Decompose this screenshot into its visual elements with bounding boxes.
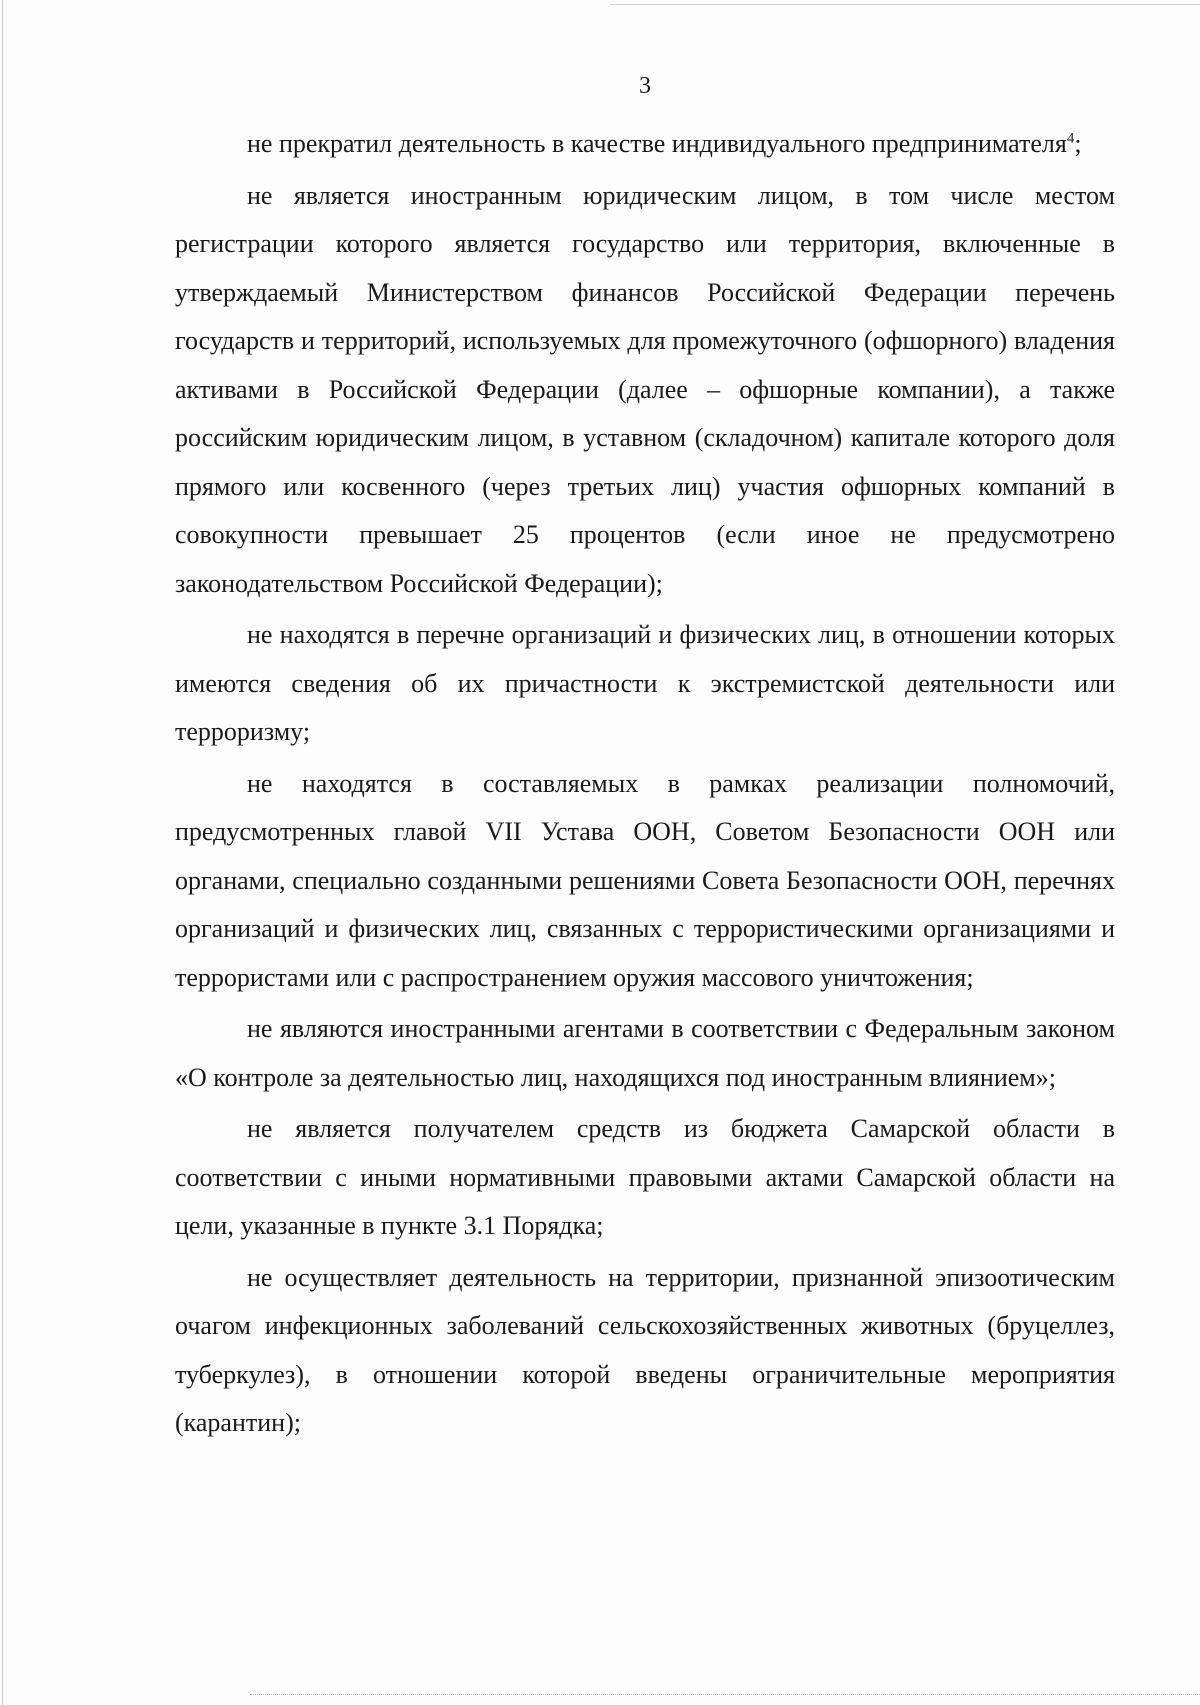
- scan-bottom-edge: [250, 1694, 1200, 1696]
- paragraph-1: [175, 120, 1115, 169]
- paragraph-1-tail: ;: [1074, 129, 1082, 158]
- scan-top-edge: [610, 4, 1200, 5]
- paragraph-3: не находятся в перечне организаций и физических лиц, в отношении которых имеются сведения об их причастности к экстремистской деятельности или терроризму;: [175, 620, 1115, 746]
- paragraph-1-text: не прекратил деятельность в качестве индивидуального предпринимателя: [247, 129, 1067, 158]
- document-body: [175, 120, 1115, 1451]
- paragraph-4: не находятся в составляемых в рамках реализации полномочий, предусмотренных главой VII Устава ООН, Советом Безопасности ООН или органами, специально созданными решениями Совета Безопасности ООН, перечнях организаций и физических лиц, связанных с террористическими организациями и террористами или с распространением оружия массового уничтожения;: [175, 768, 1115, 992]
- paragraph-7: не осуществляет деятельность на территории, признанной эпизоотическим очагом инфекционных заболеваний сельскохозяйственных животных (бруцеллез, туберкулез), в отношении которой введены ограничительные мероприятия (карантин);: [175, 1262, 1115, 1437]
- footnote-ref: 4: [1066, 130, 1075, 147]
- page-number: 3: [639, 73, 651, 99]
- paragraph-2: не является иностранным юридическим лицом, в том числе местом регистрации которого является государство или территория, включенные в утверждаемый Министерством финансов Российской Федерации перечень государств и территорий, используемых для промежуточного (офшорного) владения активами в Российской Федерации (далее – офшорные компании), а также российским юридическим лицом, в уставном (складочном) капитале которого доля прямого или косвенного (через третьих лиц) участия офшорных компаний в совокупности превышает 25 процентов (если иное не предусмотрено законодательством Российской Федерации);: [175, 180, 1115, 598]
- scan-left-edge: [2, 0, 3, 1705]
- paragraph-6: не является получателем средств из бюджета Самарской области в соответствии с иными нормативными правовыми актами Самарской области на цели, указанные в пункте 3.1 Порядка;: [175, 1114, 1115, 1240]
- paragraph-5: не являются иностранными агентами в соответствии с Федеральным законом «О контроле за деятельностью лиц, находящихся под иностранным влиянием»;: [175, 1014, 1115, 1092]
